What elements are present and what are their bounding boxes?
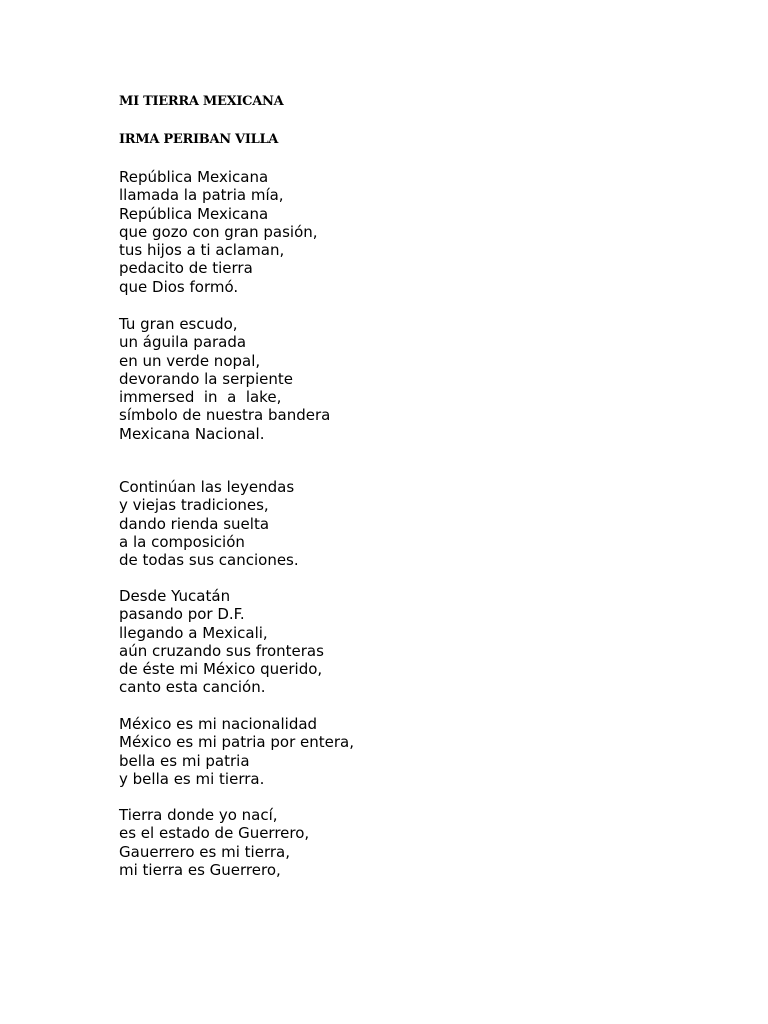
poem-line: Continúan las leyendas <box>119 478 295 496</box>
poem-author: IRMA PERIBAN VILLA <box>119 132 279 147</box>
poem-line: llegando a Mexicali, <box>119 623 268 642</box>
poem-line: y bella es mi tierra. <box>119 769 265 788</box>
poem-line: que Dios formó. <box>119 277 239 296</box>
stanza <box>119 478 299 569</box>
poem-line: símbolo de nuestra bandera <box>119 406 331 425</box>
poem-line: un águila parada <box>119 333 247 352</box>
stanza <box>119 715 354 788</box>
stanza <box>119 587 324 697</box>
poem-line: bella es mi patria <box>119 751 250 770</box>
poem-line: pasando por D.F. <box>119 605 245 624</box>
poem-line: canto esta canción. <box>119 678 266 697</box>
poem-line: Mexicana Nacional. <box>119 424 265 443</box>
poem-line: República Mexicana <box>119 204 269 223</box>
poem-line: de todas sus canciones. <box>119 551 299 570</box>
poem-line: dando rienda suelta <box>119 514 270 533</box>
poem-line: que gozo con gran pasión, <box>119 222 318 241</box>
poem-line: immersed in a lake, <box>119 388 282 407</box>
poem-line: mi tierra es Guerrero, <box>119 860 281 879</box>
poem-line: Tu gran escudo, <box>119 315 238 333</box>
poem-line: México es mi patria por entera, <box>119 733 354 752</box>
poem-line: de éste mi México querido, <box>119 660 323 679</box>
stanza <box>119 806 309 879</box>
poem-line: Desde Yucatán <box>119 587 231 605</box>
poem-title: MI TIERRA MEXICANA <box>119 94 284 109</box>
poem-line: y viejas tradiciones, <box>119 496 269 515</box>
poem-line: tus hijos a ti aclaman, <box>119 241 285 260</box>
poem-line: es el estado de Guerrero, <box>119 824 310 843</box>
poem-line: México es mi nacionalidad <box>119 715 318 733</box>
poem-line: República Mexicana <box>119 168 269 186</box>
poem-line: pedacito de tierra <box>119 259 253 278</box>
poem-line: aún cruzando sus fronteras <box>119 641 324 660</box>
poem-line: Gauerrero es mi tierra, <box>119 842 290 861</box>
poem-line: Tierra donde yo nací, <box>119 806 278 824</box>
poem-line: devorando la serpiente <box>119 369 294 388</box>
stanza <box>119 168 318 296</box>
poem-line: en un verde nopal, <box>119 351 261 370</box>
stanza <box>119 315 330 443</box>
poem-line: a la composición <box>119 532 245 551</box>
poem-line: llamada la patria mía, <box>119 186 284 205</box>
